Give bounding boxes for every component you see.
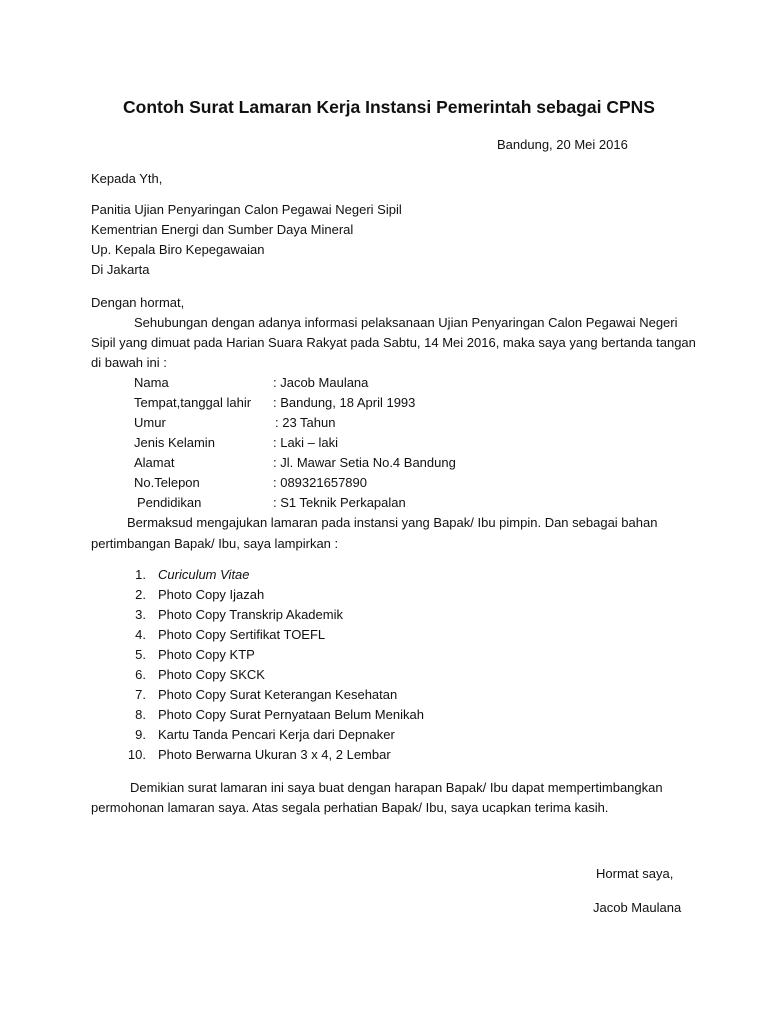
recipient-line-2: Kementrian Energi dan Sumber Daya Mineral xyxy=(91,222,354,237)
attachment-text: Photo Copy Ijazah xyxy=(158,587,265,602)
field-label-umur: Umur xyxy=(134,415,166,430)
field-value-telepon: : 089321657890 xyxy=(273,475,367,490)
greeting: Dengan hormat, xyxy=(91,295,185,310)
field-label-pendidikan: Pendidikan xyxy=(137,495,202,510)
purpose-line-2: pertimbangan Bapak/ Ibu, saya lampirkan : xyxy=(91,536,339,551)
field-value-pendidikan: : S1 Teknik Perkapalan xyxy=(273,495,406,510)
attachment-text: Curiculum Vitae xyxy=(158,567,250,582)
intro-line-2: Sipil yang dimuat pada Harian Suara Rakyat pada Sabtu, 14 Mei 2016, maka saya yang bertanda tangan xyxy=(91,335,696,350)
purpose-line-1: Bermaksud mengajukan lamaran pada instansi yang Bapak/ Ibu pimpin. Dan sebagai bahan xyxy=(127,515,658,530)
recipient-line-3: Up. Kepala Biro Kepegawaian xyxy=(91,242,265,257)
attachment-text: Photo Copy KTP xyxy=(158,647,255,662)
salutation-to: Kepada Yth, xyxy=(91,171,163,186)
field-value-nama: : Jacob Maulana xyxy=(273,375,369,390)
intro-line-1: Sehubungan dengan adanya informasi pelaksanaan Ujian Penyaringan Calon Pegawai Negeri xyxy=(134,315,678,330)
field-label-alamat: Alamat xyxy=(134,455,175,470)
field-label-ttl: Tempat,tanggal lahir xyxy=(134,395,252,410)
attachment-text: Photo Copy Transkrip Akademik xyxy=(158,607,343,622)
intro-line-3: di bawah ini : xyxy=(91,355,167,370)
closing-line-1: Demikian surat lamaran ini saya buat dengan harapan Bapak/ Ibu dapat mempertimbangkan xyxy=(130,780,663,795)
letter-date: Bandung, 20 Mei 2016 xyxy=(497,137,628,152)
field-label-telepon: No.Telepon xyxy=(134,475,200,490)
attachment-text: Photo Copy SKCK xyxy=(158,667,265,682)
attachment-text: Photo Copy Sertifikat TOEFL xyxy=(158,627,326,642)
attachment-text: Photo Copy Surat Keterangan Kesehatan xyxy=(158,687,398,702)
recipient-line-1: Panitia Ujian Penyaringan Calon Pegawai Negeri Sipil xyxy=(91,202,402,217)
attachment-text: Kartu Tanda Pencari Kerja dari Depnaker xyxy=(158,727,395,742)
field-value-ttl: : Bandung, 18 April 1993 xyxy=(273,395,416,410)
attachment-text: Photo Berwarna Ukuran 3 x 4, 2 Lembar xyxy=(158,747,391,762)
field-label-nama: Nama xyxy=(134,375,169,390)
recipient-line-4: Di Jakarta xyxy=(91,262,150,277)
field-value-jenis-kelamin: : Laki – laki xyxy=(273,435,339,450)
attachment-text: Photo Copy Surat Pernyataan Belum Menikah xyxy=(158,707,424,722)
document-title: Contoh Surat Lamaran Kerja Instansi Pemerintah sebagai CPNS xyxy=(123,97,655,117)
letter-page: Contoh Surat Lamaran Kerja Instansi Pemerintah sebagai CPNS Bandung, 20 Mei 2016 Kepada Yth, Panitia Ujian Penyaringan Calon Pegawai Negeri Sipil Kementrian Energi dan Sumber Daya Mineral Up. Kepala Biro Kepegawaian Di Jakarta Dengan hormat, Sehubungan dengan adanya informasi pelaksanaan Ujian Penyaringan Calon Pegawai Negeri Sipil yang dimuat pada Harian Suara Rakyat pada Sabtu, 14 Mei 2016, maka saya yang bertanda tangan di bawah ini : Nama : Jacob Maulana Tempat,tanggal lahir : Bandung, 18 April 1993 Umur : 23 Tahun Jenis Kelamin : Laki – laki Alamat : Jl. Mawar Setia No.4 Bandung No.Telepon : 089321657890 Pendidikan : S1 Teknik Perkapalan Bermaksud mengajukan lamaran pada instansi yang Bapak/ Ibu pimpin. Dan sebagai bahan pertimbangan Bapak/ Ibu, saya lampirkan : 1. Curiculum Vitae 2. Photo Copy Ijazah 3. Photo Copy Transkrip Akademik 4. Photo Copy Sertifikat TOEFL 5. Photo Copy KTP 6. Photo Copy SKCK 7. Photo Copy Surat Keterangan Kesehatan 8. Photo Copy Surat Pernyataan Belum Menikah 9. Kartu Tanda Pencari Kerja dari Depnaker 10. Photo Berwarna Ukuran 3 x 4, 2 Lembar Demikian surat lamaran ini saya buat dengan harapan Bapak/ Ibu dapat mempertimbangkan permohonan lamaran saya. Atas segala perhatian Bapak/ Ibu, saya ucapkan terima kasih. Hormat saya, Jacob Maulana xyxy=(91,97,696,915)
signer-name: Jacob Maulana xyxy=(593,900,682,915)
field-label-jenis-kelamin: Jenis Kelamin xyxy=(134,435,215,450)
regards: Hormat saya, xyxy=(596,866,674,881)
closing-line-2: permohonan lamaran saya. Atas segala perhatian Bapak/ Ibu, saya ucapkan terima kasih. xyxy=(91,800,609,815)
field-value-umur: : 23 Tahun xyxy=(275,415,336,430)
field-value-alamat: : Jl. Mawar Setia No.4 Bandung xyxy=(273,455,456,470)
